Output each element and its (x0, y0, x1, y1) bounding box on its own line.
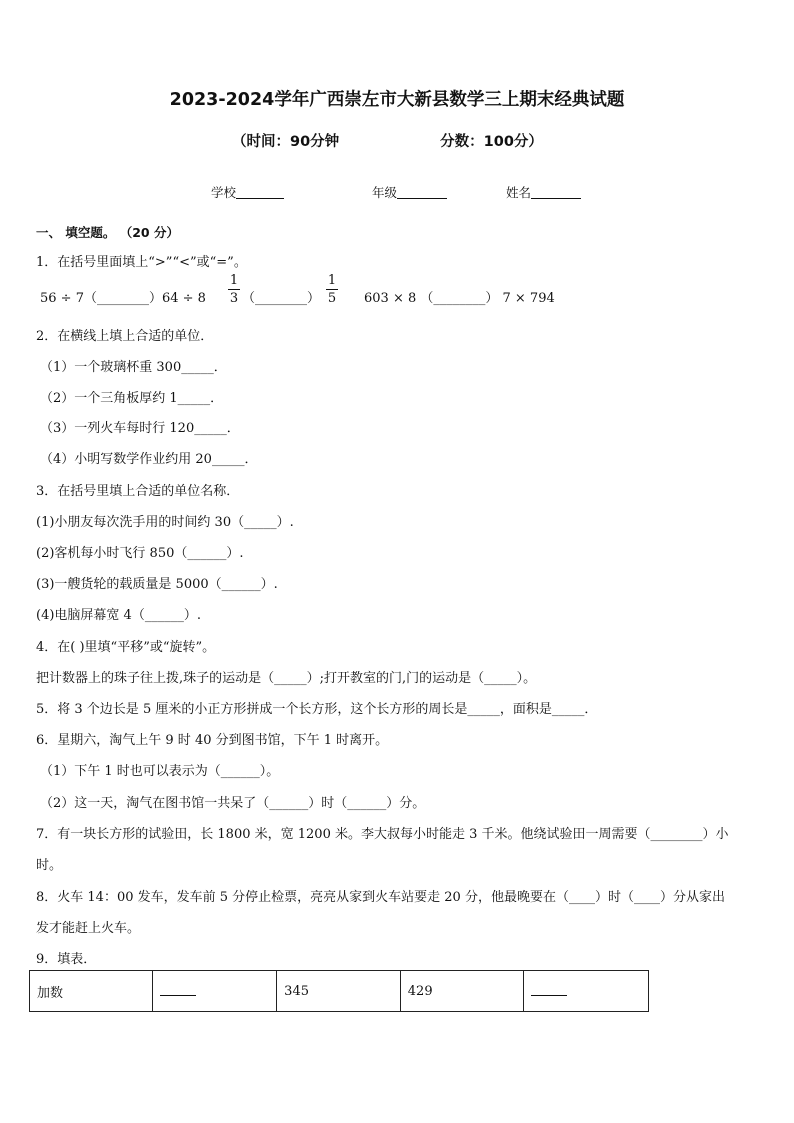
question-5: 5．将 3 个边长是 5 厘米的小正方形拼成一个长方形，这个长方形的周长是_____，面积是_____． (36, 702, 598, 717)
name-field (506, 183, 581, 201)
table-row (30, 971, 649, 1012)
grade-field (372, 183, 447, 201)
fraction-denominator: 5 (327, 291, 337, 306)
grade-label: 年级 (372, 185, 398, 200)
answer-blank[interactable] (160, 982, 196, 996)
grade-blank[interactable] (397, 186, 447, 199)
school-field (211, 183, 284, 201)
addend-table (29, 970, 649, 1012)
fraction-bar (326, 289, 338, 290)
question-9-stem: 9．填表． (36, 952, 97, 967)
question-3-item: (1)小朋友每次洗手用的时间约 30（_____）. (36, 515, 294, 530)
table-cell-text: 加数 (37, 985, 64, 1001)
school-blank[interactable] (236, 186, 284, 199)
question-4-text: 把计数器上的珠子往上拨,珠子的运动是（_____）;打开教室的门,门的运动是（_____）。 (36, 671, 537, 686)
question-3-item: (3)一艘货轮的载质量是 5000（______）. (36, 577, 278, 592)
table-cell-blank[interactable] (524, 971, 649, 1012)
fraction-one-fifth (326, 273, 338, 306)
question-3-item: (4)电脑屏幕宽 4（______）. (36, 608, 201, 623)
question-6-stem: 6．星期六，淘气上午 9 时 40 分到图书馆，下午 1 时离开。 (36, 733, 389, 748)
question-3-item: (2)客机每小时飞行 850（______）. (36, 546, 244, 561)
table-cell (400, 971, 524, 1012)
exam-title: 2023-2024学年广西崇左市大新县数学三上期末经典试题 (169, 90, 625, 110)
question-8-line: 8．火车 14：00 发车，发车前 5 分停止检票，亮亮从家到火车站要走 20 分，他最晚要在（____）时（____）分从家出 (36, 890, 725, 905)
question-2-item: （4）小明写数学作业约用 20_____． (40, 452, 258, 467)
fraction-bar (228, 289, 240, 290)
question-6-item: （2）这一天，淘气在图书馆一共呆了（______）时（______）分。 (40, 796, 426, 811)
question-7-line: 时。 (36, 858, 63, 873)
school-label: 学校 (211, 185, 237, 200)
question-3-stem: 3．在括号里填上合适的单位名称． (36, 484, 240, 499)
fraction-numerator: 1 (327, 273, 337, 288)
table-cell-text: 429 (407, 983, 433, 999)
fraction-one-third (228, 273, 240, 306)
table-header-cell (30, 971, 153, 1012)
table-cell-blank[interactable] (152, 971, 277, 1012)
question-8-line: 发才能赶上火车。 (36, 921, 141, 936)
answer-blank[interactable] (531, 982, 567, 996)
fraction-denominator: 3 (229, 291, 239, 306)
question-6-item: （1）下午 1 时也可以表示为（______）。 (40, 764, 280, 779)
question-2-stem: 2．在横线上填上合适的单位． (36, 329, 214, 344)
comparison-mid: （________） (242, 291, 321, 306)
comparison-b: 603 × 8 （________） 7 × 794 (364, 291, 555, 306)
name-blank[interactable] (531, 186, 581, 199)
exam-subtitle: （时间：90分钟 分数：100分） (232, 134, 543, 150)
table-cell (277, 971, 401, 1012)
table-cell-text: 345 (284, 983, 309, 999)
question-4-stem: 4．在( )里填“平移”或“旋转”。 (36, 640, 216, 655)
question-2-item: （2）一个三角板厚约 1_____． (40, 391, 224, 406)
question-2-item: （1）一个玻璃杯重 300_____． (40, 360, 227, 375)
question-2-item: （3）一列火车每时行 120_____． (40, 421, 240, 436)
fraction-numerator: 1 (229, 273, 239, 288)
question-1-stem: 1．在括号里面填上“>”“<”或“=”。 (36, 255, 247, 270)
section-heading: 一、 填空题。 （20 分） (36, 225, 179, 240)
name-label: 姓名 (506, 185, 532, 200)
comparison-a: 56 ÷ 7（________）64 ÷ 8 (40, 291, 206, 306)
question-7-line: 7．有一块长方形的试验田，长 1800 米，宽 1200 米。李大叔每小时能走 3 千米。他绕试验田一周需要（________）小 (36, 827, 729, 842)
